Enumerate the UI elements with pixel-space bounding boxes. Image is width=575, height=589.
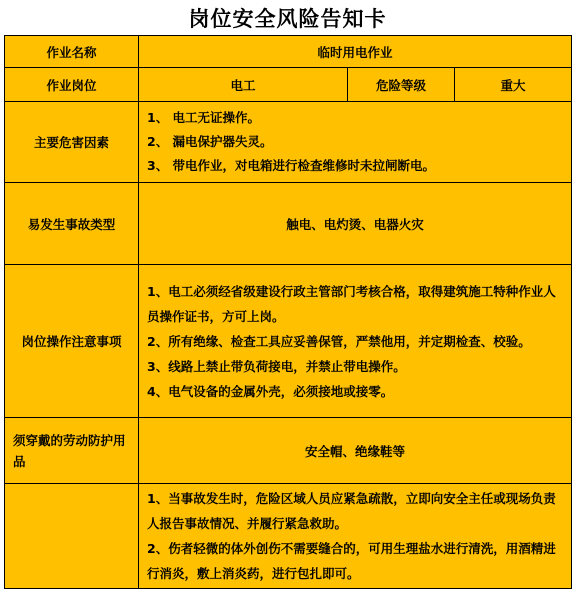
hazards-label: 主要危害因素 [5, 102, 139, 183]
row-work-post [5, 68, 572, 102]
row-precautions [5, 265, 572, 418]
emergency-item: 1、当事故发生时，危险区域人员应紧急疏散，立即向安全主任或现场负责人报告事故情况、并履行紧急救助。 [147, 491, 556, 531]
precaution-item: 4、电气设备的金属外壳，必须接地或接零。 [147, 383, 394, 399]
risk-level-label: 危险等级 [348, 68, 455, 102]
accident-types-value: 触电、电灼烫、电器火灾 [139, 183, 572, 265]
ppe-value: 安全帽、绝缘鞋等 [139, 418, 572, 484]
precaution-item: 3、线路上禁止带负荷接电，并禁止带电操作。 [147, 358, 406, 374]
precautions-label: 岗位操作注意事项 [5, 265, 139, 418]
hazard-item: 1、 电工无证操作。 [147, 110, 261, 125]
precaution-item: 1、电工必须经省级建设行政主管部门考核合格，取得建筑施工特种作业人员操作证书，方可上岗。 [147, 283, 556, 324]
row-ppe [5, 418, 572, 484]
risk-card-table [4, 35, 572, 589]
precaution-item: 2、所有绝缘、检查工具应妥善保管，严禁他用，并定期检查、校验。 [147, 333, 531, 349]
hazard-item: 2、 漏电保护器失灵。 [147, 134, 273, 149]
work-name-value: 临时用电作业 [139, 36, 572, 68]
row-work-name [5, 36, 572, 68]
work-post-value: 电工 [139, 68, 348, 102]
row-emergency [5, 484, 572, 589]
emergency-label [5, 484, 139, 589]
hazards-list [139, 102, 572, 183]
hazard-item: 3、 带电作业，对电箱进行检查维修时未拉闸断电。 [147, 158, 436, 173]
row-hazards [5, 102, 572, 183]
row-accident-types [5, 183, 572, 265]
risk-level-value: 重大 [455, 68, 572, 102]
work-name-label: 作业名称 [5, 36, 139, 68]
ppe-label: 须穿戴的劳动防护用品 [5, 418, 139, 484]
emergency-list [139, 484, 572, 589]
page-title: 岗位安全风险告知卡 [188, 7, 387, 31]
precautions-list [139, 265, 572, 418]
work-post-label: 作业岗位 [5, 68, 139, 102]
emergency-item: 2、伤者轻微的体外创伤不需要缝合的，可用生理盐水进行清洗，用酒精进行消炎，敷上消炎药，进行包扎即可。 [147, 541, 556, 581]
accident-types-label: 易发生事故类型 [5, 183, 139, 265]
